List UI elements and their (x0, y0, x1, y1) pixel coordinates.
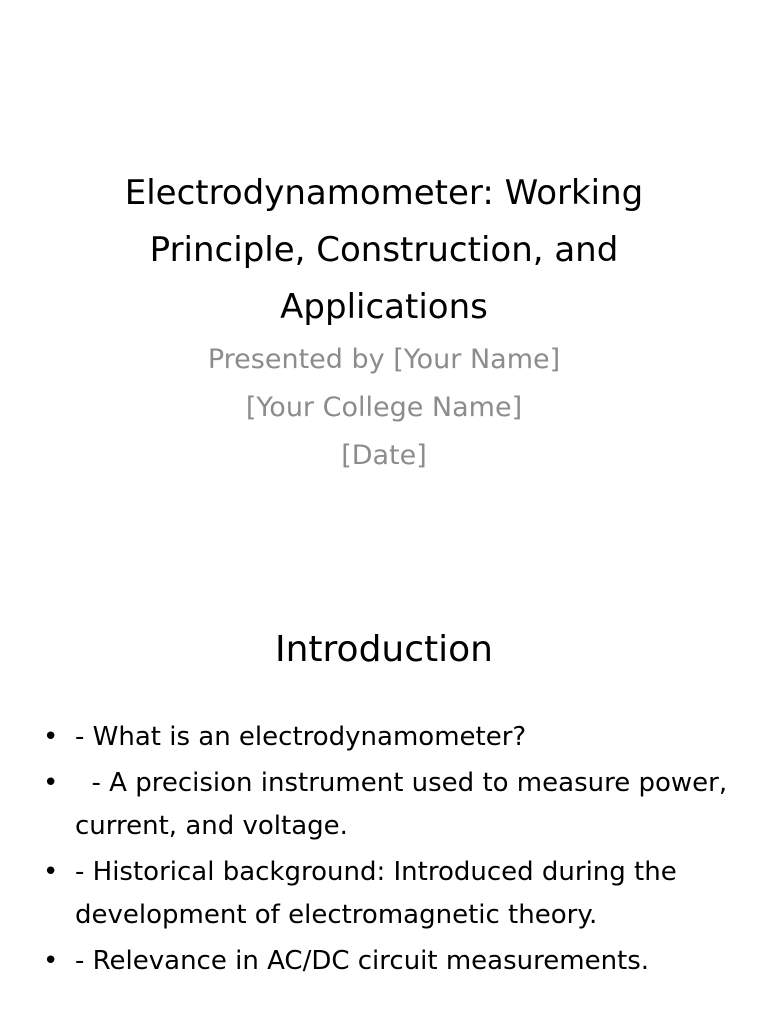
bullet-text: - Relevance in AC/DC circuit measurements. (75, 946, 650, 976)
title-line: Electrodynamometer: Working (124, 173, 644, 213)
title-line: Principle, Construction, and (149, 230, 619, 270)
bullet-icon: • (43, 946, 59, 976)
college-line: [Your College Name] (245, 392, 523, 423)
slide-title (40, 165, 728, 336)
list-item (40, 716, 730, 759)
bullet-text: - What is an electrodynamometer? (75, 722, 527, 752)
date-line: [Date] (341, 440, 427, 471)
title-line: Applications (280, 287, 488, 327)
bullet-text: - Historical background: Introduced during the development of electromagnetic theory. (75, 857, 685, 930)
section-title: Introduction (274, 629, 493, 670)
slide-subtitle (40, 336, 728, 480)
bullet-icon: • (43, 768, 59, 798)
list-item (40, 940, 730, 983)
bullet-text: - A precision instrument used to measure power, current, and voltage. (75, 768, 736, 841)
bullet-icon: • (43, 722, 59, 752)
bullet-list (40, 716, 736, 986)
title-block (40, 165, 728, 480)
presenter-line: Presented by [Your Name] (207, 344, 561, 375)
introduction-slide (0, 576, 768, 1024)
bullet-icon: • (43, 857, 59, 887)
list-item (40, 762, 736, 848)
list-item (40, 851, 730, 937)
